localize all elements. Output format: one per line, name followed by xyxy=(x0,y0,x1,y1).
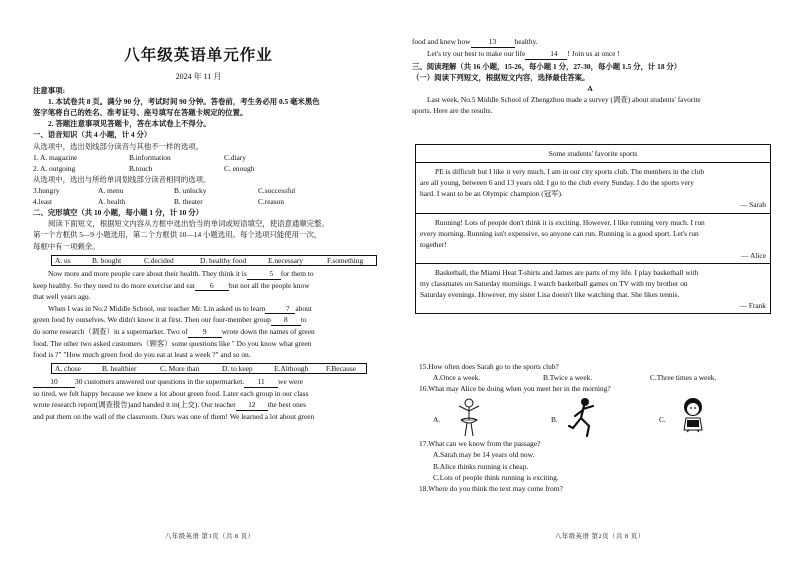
left-footer: 八年级英语 第1页（共 8 页） xyxy=(165,533,255,540)
q2-a[interactable]: 2. A. outgoing xyxy=(33,163,76,173)
question-17: 17.What can we know from the passage? xyxy=(419,439,541,449)
box2-e: E.Although xyxy=(274,364,309,374)
questions-block xyxy=(419,361,774,494)
exam-date: 2024 年 11 月 xyxy=(175,72,222,81)
blank-14[interactable]: 14 xyxy=(525,50,567,60)
question-2 xyxy=(33,163,379,174)
q16-options xyxy=(419,394,774,438)
blank-12[interactable]: 12 xyxy=(236,401,268,411)
box2-b: B. healthier xyxy=(102,364,137,374)
passage-line-11: wrote research report(调查报告)and handed it in(上交). Our teacher 12 the best ones xyxy=(33,400,306,410)
box1-d: D. healthy food xyxy=(200,255,247,265)
box1-e: E.necessary xyxy=(268,255,304,265)
passage-line-5: green food by ourselves. We didn't know it at first. Then our four-member group 8 to xyxy=(33,315,307,325)
right-footer: 八年级英语 第2页（共 8 页） xyxy=(555,533,645,540)
blank-8[interactable]: 8 xyxy=(271,316,301,326)
q17-a[interactable]: A.Sarah may be 14 years old now. xyxy=(433,450,535,460)
section-3-subheading: （一）阅读下列短文，根据短文内容，选择最佳答案。 xyxy=(412,72,590,82)
blank-11[interactable]: 11 xyxy=(244,378,278,388)
favorite-sports-table xyxy=(415,144,771,314)
blank-13[interactable]: 13 xyxy=(471,38,515,48)
passage-line-1: Now more and more people care about their health. They think it is 5 for them to xyxy=(48,268,314,278)
section-1-heading: 一、语音知识（共 4 小题，计 4 分） xyxy=(33,130,152,140)
question-16: 16.What may Alice be doing when you meet her in the morning? xyxy=(419,384,611,394)
passage-line-4: When I was in No.2 Middle School, our teacher Mr. Lin asked us to learn 7 about xyxy=(48,303,312,313)
runner-icon xyxy=(565,396,601,438)
box1-f: F.something xyxy=(327,255,364,265)
question-1 xyxy=(33,152,379,163)
q1-b[interactable]: B.information xyxy=(129,152,171,162)
question-4 xyxy=(33,196,379,207)
table-row-frank: Basketball, the Miami Heat T-shirts and James are parts of my life. I play basketball with my classmates on Saturday mornings. I watch basketball games on TV with my brother on Saturday evenings. However, my sister Lisa doesn't like watching that. She likes tennis. — Frank xyxy=(416,263,770,313)
section-1-instruction-1: 从选项中，选出划线部分读音与其他不一样的选项。 xyxy=(33,141,203,151)
q3-a[interactable]: A. menu xyxy=(98,185,124,195)
passage-intro-2: sports. Here are the results. xyxy=(412,106,493,116)
q3-c[interactable]: C.successful xyxy=(258,185,296,195)
box2-d: D. to keep xyxy=(222,364,253,374)
table-heading: Some students' favorite sports xyxy=(548,149,638,158)
section-3-heading: 三、阅读理解（共 16 小题，15-26，每小题 1 分，27-30，每小题 1.5 分，计 18 分） xyxy=(412,61,682,71)
blank-7[interactable]: 7 xyxy=(265,305,295,315)
page-title: 八年级英语单元作业 xyxy=(124,47,273,64)
box2-c: C. More than xyxy=(160,364,200,374)
word-box-2 xyxy=(51,363,367,374)
q4-c[interactable]: C.reason xyxy=(258,197,285,207)
box1-a: A. us xyxy=(55,255,71,265)
passage-line-12: and put them on the wall of the classroom. Ours was one of them! We learned a lot about green xyxy=(33,412,315,422)
passage-line-9: 10 30 customers answered our questions in the supermarket. 11 we were xyxy=(33,376,379,388)
q15-a[interactable]: A.Once a week. xyxy=(433,373,481,383)
blank-10[interactable]: 10 xyxy=(33,378,75,388)
passage-end-line-1: food and knew how 13 healthy. xyxy=(412,37,538,46)
passage-intro-1: Last week, No.5 Middle School of Zhengzhou made a survey (调查) about students' favorite xyxy=(427,95,701,105)
passage-line-3: that well years ago. xyxy=(33,292,91,302)
passage-label: A xyxy=(587,83,593,93)
q15-c[interactable]: C.Three times a week. xyxy=(650,373,717,383)
q4-a[interactable]: A. health xyxy=(98,197,126,207)
q15-b[interactable]: B.Twice a week. xyxy=(543,373,593,383)
box1-b: B. bought xyxy=(92,255,122,265)
passage-line-10: so tired, we felt happy because we knew a lot about green food. Later each group in our class xyxy=(33,389,309,399)
q16-b[interactable]: B. xyxy=(551,415,558,425)
q1-a[interactable]: 1. A. magazine xyxy=(33,152,78,162)
q17-b[interactable]: B.Alice thinks running is cheap. xyxy=(433,461,529,471)
blank-5[interactable]: 5 xyxy=(247,270,281,280)
notice-heading: 注意事项: xyxy=(33,86,66,95)
passage-line-6: do some research（调查）in a supermarket. Two of 9 wrote down the names of green xyxy=(33,327,315,337)
signature-frank: — Frank xyxy=(739,301,766,311)
passage-end-line-2: Let's try our best to make our life 14 ! Join us at once ! xyxy=(427,48,620,58)
blank-9[interactable]: 9 xyxy=(188,328,222,338)
table-row-sarah: PE is difficult but I like it very much. I am in our city sports club. The members in the club are all young, between 6 and 13 years old. I go to the club every Sunday. I do the sports very hard. I want to be an Olympic champion (冠军). — Sarah xyxy=(416,162,770,212)
q2-b[interactable]: B.touch xyxy=(129,163,153,173)
q16-c[interactable]: C. xyxy=(659,415,666,425)
q1-c[interactable]: C.diary xyxy=(224,152,246,162)
passage-line-8: food is ?" "How much green food do you eat at least a week ?" and so on. xyxy=(33,350,251,360)
q16-a[interactable]: A. xyxy=(433,415,441,425)
q3-word: 3.hungry xyxy=(33,185,60,195)
question-15: 15.How often does Sarah go to the sports club? xyxy=(419,362,559,371)
q2-c[interactable]: C. enough xyxy=(224,163,255,173)
passage-line-2: keep healthy. So they need to do more exercise and eat 6 but not all the people know xyxy=(33,280,310,290)
ballet-dancer-icon xyxy=(449,396,489,438)
signature-sarah: — Sarah xyxy=(739,200,766,210)
box1-c: C.decided xyxy=(144,255,174,265)
notice-1a: 1. 本试卷共 8 页。满分 90 分，考试时间 90 分钟。答卷前，考生务必用 0.5 毫米黑色 xyxy=(48,97,320,107)
passage-line-7: food. The other two asked customers（顾客）some questions like " Do you know what green xyxy=(33,339,312,349)
q3-b[interactable]: B. unlucky xyxy=(174,185,207,195)
section-2-instruction-2: 第一个方框供 5—9 小题选用，第二个方框供 10—14 小题选用。每个选项只能使用一次， xyxy=(33,230,322,240)
question-18: 18.Where do you think the text may come from? xyxy=(419,483,563,493)
q4-word: 4.least xyxy=(33,197,53,207)
notice-2: 2. 答题注意事项见答题卡，答在本试卷上不得分。 xyxy=(48,119,211,129)
section-2-heading: 二、完形填空（共 10 小题，每小题 1 分，计 10 分） xyxy=(33,208,203,218)
section-2-instruction-1: 阅读下面短文，根据短文内容从方框中选出恰当的单词或短语填空，使语意通顺完整。 xyxy=(48,219,329,229)
girl-reading-icon xyxy=(675,396,711,434)
table-row-alice: Running! Lots of people don't think it is exciting. However, I like running very much. I run every morning. Running isn't expensive, so anyone can run. Running is a good sport. Let's run together! — Alice xyxy=(416,213,770,263)
q15-options xyxy=(419,372,774,383)
section-1-instruction-2: 从选项中，选出与所给单词划线部分读音相同的选项。 xyxy=(33,174,211,184)
signature-alice: — Alice xyxy=(741,250,766,260)
word-box-1 xyxy=(51,255,377,266)
q17-c[interactable]: C.Lots of people think running is exciting. xyxy=(433,472,559,482)
notice-1b: 签字笔将自己的姓名、准考证号、座号填写在答题卡规定的位置。 xyxy=(33,108,248,118)
q4-b[interactable]: B. theater xyxy=(174,197,203,207)
blank-6[interactable]: 6 xyxy=(195,282,229,292)
question-3 xyxy=(33,185,379,196)
box2-a: A. chose xyxy=(55,364,81,374)
box2-f: F.Because xyxy=(326,364,356,374)
section-2-instruction-3: 每框中有一项剩余。 xyxy=(33,241,100,251)
